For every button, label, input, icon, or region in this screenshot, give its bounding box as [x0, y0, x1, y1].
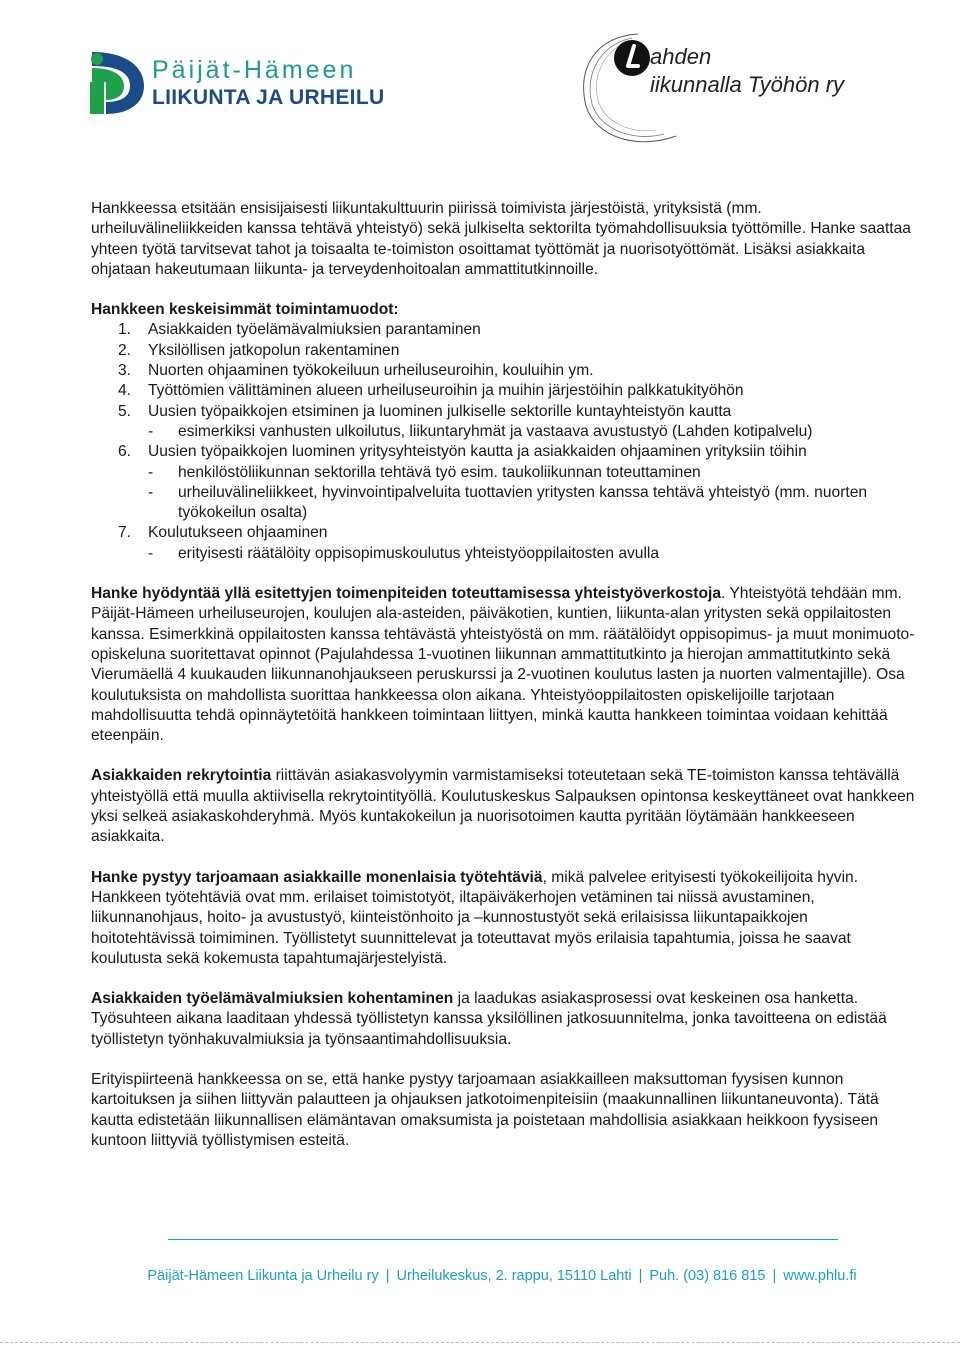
list-item: 1. Asiakkaiden työelämävalmiuksien parantaminen	[118, 321, 481, 339]
list-item: 5. Uusien työpaikkojen etsiminen ja luominen julkiselle sektorille kuntayhteistyön kautta - esimerkiksi vanhusten ulkoilutus, liikuntaryhmät ja vastaava avustustyö (Lahden kotipalvelu)	[91, 402, 916, 443]
org-name: Päijät-Hämeen	[152, 56, 357, 84]
list-item: 2. Yksilöllisen jatkopolun rakentaminen	[118, 341, 400, 359]
list-item: 3. Nuorten ohjaaminen työkokeiluun urheiluseuroihin, kouluihin ym.	[118, 362, 594, 380]
sub-list-item: - urheiluvälineliikkeet, hyvinvointipalveluita tuottavien yritysten kanssa tehtävä yhteistyö (mm. nuorten työkokeilun osalta)	[148, 483, 868, 522]
footer-phone: Puh. (03) 816 815	[649, 1268, 766, 1284]
sub-list-item: - henkilöstöliikunnan sektorilla tehtävä työ esim. taukoliikunnan toteuttaminen	[148, 463, 701, 481]
logo-line-1: ahden	[650, 44, 712, 69]
phlu-logo-icon	[88, 46, 148, 116]
readiness-paragraph: Asiakkaiden työelämävalmiuksien kohentaminen ja laadukas asiakasprosessi ovat keskeinen osa hanketta. Työsuhteen aikana laaditaan yhdessä työllistetyn kanssa yksilöllinen jatkosuunnitelma, jonka tavoitteena on edistää työllistetyn työnhakuvalmiuksia ja työnsaantimahdollisuuksia.	[91, 990, 887, 1048]
intro-paragraph: Hankkeessa etsitään ensisijaisesti liikuntakulttuurin piirissä toimivista järjestöistä, yrityksistä (mm. urheiluvälineliikkeiden kanssa tehtävä yhteistyö) sekä julkiselta sektorilta työmahdollisuuksia työttömille. Hanke saattaa yhteen työtä tarvitsevat tahot ja toisaalta te-toimiston osoittamat työttömät ja nuorisotyöttömät. Lisäksi asiakkaita ohjataan hakeutumaan liikunta- ja terveydenhoitoalan ammattitutkinnoille.	[91, 200, 911, 278]
phlu-logo	[88, 46, 408, 116]
fitness-paragraph: Erityispiirteenä hankkeessa on se, että hanke pystyy tarjoamaan asiakkailleen maksuttoman fyysisen kunnon kartoituksen ja siihen liittyvän palautteen ja ohjauksen jatkotoimenpiteisiin (maakunnallinen liikuntaneuvonta). Tätä kautta edistetään liikunnallisen elämäntavan omaksumista ja poistetaan mahdollisia asiakkaan heikkoon fyysiseen kuntoon liittyviä työllistymisen esteitä.	[91, 1070, 879, 1149]
list-item: 4. Työttömien välittäminen alueen urheiluseuroihin ja muihin järjestöihin palkkatukityöhön	[118, 382, 744, 400]
footer-org: Päijät-Hämeen Liikunta ja Urheilu ry	[147, 1268, 379, 1284]
tasks-paragraph: Hanke pystyy tarjoamaan asiakkaille monenlaisia työtehtäviä, mikä palvelee erityisesti työkokeilijoita hyvin. Hankkeen työtehtäviä ovat mm. erilaiset toimistotyöt, iltapäiväkerhojen vetäminen tai niissä avustaminen, liikunnanohjaus, hoito- ja avustustyö, kiinteistönhoito ja –kunnostustyöt sekä erilaisissa liikuntapaikkojen hoitotehtävissä toimiminen. Työllistetyt suunnittelevat ja toteuttavat myös erilaisia tapahtumia, joissa he saavat koulutusta sekä kokemusta tapahtumajärjestelyistä.	[91, 868, 859, 967]
sub-list	[148, 544, 916, 564]
list-item: 7. Koulutukseen ohjaaminen - erityisesti räätälöity oppisopimuskoulutus yhteistyöoppilaitosten avulla	[91, 523, 916, 564]
sub-list-item: - erityisesti räätälöity oppisopimuskoulutus yhteistyöoppilaitosten avulla	[148, 544, 660, 562]
org-subtitle: LIIKUNTA JA URHEILU	[152, 86, 385, 109]
sub-list-item: - esimerkiksi vanhusten ulkoilutus, liikuntaryhmät ja vastaava avustustyö (Lahden kotipalvelu)	[148, 422, 813, 440]
logo-line-2: iikunnalla Työhön ry	[650, 72, 845, 97]
network-paragraph: Hanke hyödyntää yllä esitettyjen toimenpiteiden toteuttamisessa yhteistyöverkostoja. Yhteistyötä tehdään mm. Päijät-Hämeen urheiluseurojen, koulujen ala-asteiden, päiväkotien, kuntien, liikunta-alan yritysten sekä oppilaitosten kanssa. Esimerkkinä oppilaitosten kanssa tehtävästä yhteistyöstä on mm. räätälöidyt oppisopimus- ja muut monimuoto-opiskeluna suoritettavat opinnot (Pajulahdessa 1-vuotinen liikunnan ammattitutkinto ja hierojan ammattitutkinto sekä Vierumäellä 4 kuukauden liikunnanohjaukseen peruskurssi ja 2-vuotinen koulutus lasten ja nuorten valmentajille). Osa koulutuksista on mahdollista suorittaa hankkeessa olon aikana. Yhteistyöoppilaitosten opiskelijoille tarjotaan mahdollisuutta tehdä opinnäytetöitä hankkeen toimintaan liittyen, minkä kautta hankkeen toimintaa voidaan kehittää eteenpäin.	[91, 585, 915, 745]
actions-list	[91, 320, 916, 564]
sub-list	[148, 422, 916, 442]
lltr-logo	[568, 26, 858, 156]
scan-edge-divider	[0, 1342, 960, 1343]
sub-list	[148, 463, 916, 524]
footer-web-link[interactable]: www.phlu.fi	[783, 1268, 857, 1284]
document-body	[91, 199, 916, 1171]
actions-heading: Hankkeen keskeisimmät toimintamuodot:	[91, 301, 399, 319]
footer-address: Urheilukeskus, 2. rappu, 15110 Lahti	[396, 1268, 632, 1284]
footer-divider	[168, 1239, 838, 1240]
list-item: 6. Uusien työpaikkojen luominen yritysyhteistyön kautta ja asiakkaiden ohjaaminen yrityksiin töihin - henkilöstöliikunnan sektorilla tehtävä työ esim. taukoliikunnan toteuttaminen - urheiluvälineliikkeet, hyvinvointipalveluita tuottavien yritysten kanssa tehtävä yhteistyö (mm. nuorten työkokeilun osalta)	[91, 442, 916, 523]
footer: Päijät-Hämeen Liikunta ja Urheilu ry | Urheilukeskus, 2. rappu, 15110 Lahti | Puh. (03) 816 815 | www.phlu.fi	[147, 1268, 857, 1284]
recruitment-paragraph: Asiakkaiden rekrytointia riittävän asiakasvolyymin varmistamiseksi toteutetaan sekä TE-toimiston kanssa tehtävällä yhteistyöllä että muulla aktiivisella rekrytointityöllä. Koulutuskeskus Salpauksen opintonsa keskeyttäneet ovat hankkeen yksi selkeä asiakaskohderyhmä. Myös kuntakokeilun ja nuorisotoimen kautta pyritään löytämään hankkeeseen asiakkaita.	[91, 767, 915, 846]
